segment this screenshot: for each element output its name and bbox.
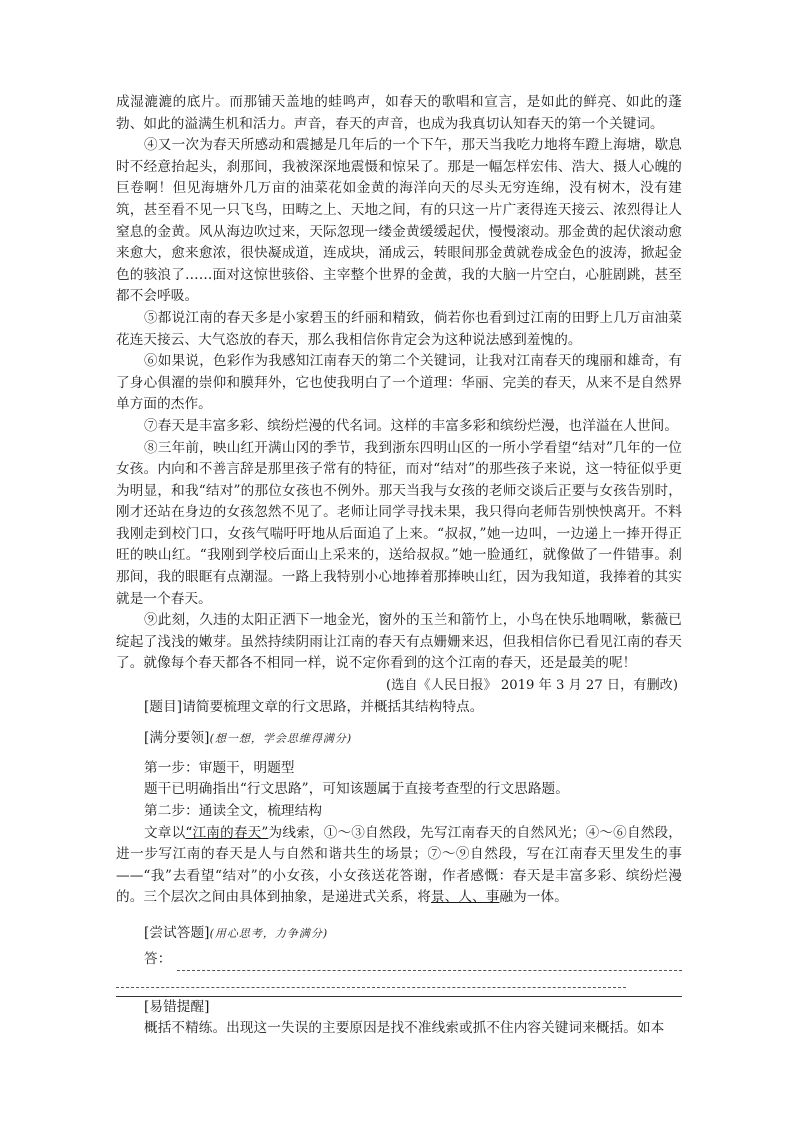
- step-1-title: 第一步：审题干，明题型: [144, 759, 295, 776]
- paragraph-9: ⑨此刻，久违的太阳正洒下一地金光，窗外的玉兰和箭竹上，小鸟在快乐地啁啾，紫薇已绽起了浅浅的嫩芽。虽然持续阴雨让江南的春天有点姗姗来迟，但我相信你已看见江南的春天了。就像每个春天都各不相同一样，说不定你看到的这个江南的春天，还是最美的呢！: [116, 612, 682, 672]
- answer-blank-2[interactable]: [116, 973, 626, 988]
- answer-line-1[interactable]: [116, 945, 682, 971]
- answer-blank-1[interactable]: [177, 956, 682, 971]
- answer-prefix: 答：: [144, 950, 172, 967]
- step-2-answer: [116, 823, 682, 909]
- full-marks-label: [满分要领]: [144, 730, 210, 747]
- answer-elements: 景、人、事: [430, 889, 500, 906]
- error-hint-label: [易错提醒]: [144, 998, 210, 1015]
- answer-part-e: 融为一体。: [499, 889, 568, 906]
- try-answer-hint: (用心思考，力争满分): [209, 926, 329, 940]
- step-1-text: 题干已明确指出“行文思路”，可知该题属于直接考查型的行文思路题。: [144, 781, 569, 798]
- answer-part-a: 文章以: [144, 824, 186, 841]
- paragraph-8: ⑧三年前，映山红开满山冈的季节，我到浙东四明山区的一所小学看望“结对”几年的一位女孩。内向和不善言辞是那里孩子常有的特征，而对“结对”的那些孩子来说，这一特征似乎更为明显，和我“结对”的那位女孩也不例外。那天当我与女孩的老师交谈后正要与女孩告别时，刚才还站在身边的女孩忽然不见了。老师让同学寻找未果，我只得向老师告别怏怏离开。不料我刚走到校门口，女孩气喘吁吁地从后面追了上来。“叔叔，”她一边叫，一边递上一捧开得正旺的映山红。“我刚到学校后面山上采来的，送给叔叔。”她一脸通红，就像做了一件错事。刹那间，我的眼眶有点潮湿。一路上我特别小心地捧着那捧映山红，因为我知道，我捧着的其实就是一个春天。: [116, 439, 682, 607]
- document-page: [116, 92, 682, 1040]
- answer-part-c: 为线索，①～③自然段，先写江南春天的自然风光；④～⑥自然段，进一步写江南的春天是人与自然和谐共生的场景；⑦～⑨自然段，写在江南春天里发生的事——“我”去看望“结对”的小女孩，小女孩送花答谢，作者感慨：春天是丰富多彩、缤纷烂漫的。三个层次之间由具体到抽象，是递进式关系，将: [116, 824, 682, 906]
- full-marks-heading: [116, 728, 682, 750]
- paragraph-6: ⑥如果说，色彩作为我感知江南春天的第二个关键词，让我对江南春天的瑰丽和雄奇，有了身心俱濯的崇仰和膜拜外，它也使我明白了一个道理：华丽、完美的春天，从来不是自然界单方面的杰作。: [116, 353, 682, 413]
- try-answer-label: [尝试答题]: [144, 924, 210, 941]
- question-text: [题目]请简要梳理文章的行文思路，并概括其结构特点。: [144, 698, 484, 715]
- try-answer-heading: [116, 923, 682, 945]
- paragraph-5: ⑤都说江南的春天多是小家碧玉的纤丽和精致，倘若你也看到过江南的田野上几万亩油菜花连天接云、大气恣放的春天，那么我相信你肯定会为这种说法感到羞愧的。: [116, 309, 682, 348]
- paragraph-continued: 成湿漉漉的底片。而那铺天盖地的蛙鸣声，如春天的歌唱和宣言，是如此的鲜亮、如此的蓬勃、如此的溢满生机和活力。声音，春天的声音，也成为我真切认知春天的第一个关键词。: [116, 94, 682, 132]
- source-citation: (选自《人民日报》 2019 年 3 月 27 日，有删改): [386, 678, 678, 694]
- full-marks-hint: (想一想，学会思维得满分): [209, 732, 353, 746]
- step-2-title: 第二步：通读全文，梳理结构: [144, 803, 323, 819]
- error-hint-text: 概括不精练。出现这一失误的主要原因是找不准线索或抓不住内容关键词来概括。如本: [144, 1020, 665, 1037]
- answer-clue: “江南的春天”: [185, 824, 269, 841]
- paragraph-7: ⑦春天是丰富多彩、缤纷烂漫的代名词。这样的丰富多彩和缤纷烂漫，也洋溢在人世间。: [144, 417, 679, 434]
- paragraph-4: ④又一次为春天所感动和震撼是几年后的一个下午，那天当我吃力地将车蹬上海塘，歇息时不经意抬起头，刹那间，我被深深地震慑和惊呆了。那是一幅怎样宏伟、浩大、摄人心魄的巨卷啊！但见海塘外几万亩的油菜花如金黄的海洋向天的尽头无穷连绵，没有树木，没有建筑，甚至看不见一只飞鸟，田畴之上、天地之间，有的只这一片广袤得连天接云、浓烈得让人窒息的金黄。风从海边吹过来，天际忽现一缕金黄缓缓起伏，慢慢滚动。那金黄的起伏滚动愈来愈大，愈来愈浓，很快凝成道，连成块，涌成云，转眼间那金黄就卷成金色的波涛，掀起金色的骇浪了……面对这惊世骇俗、主宰整个世界的金黄，我的大脑一片空白，心脏剧跳，甚至都不会呼吸。: [116, 137, 682, 305]
